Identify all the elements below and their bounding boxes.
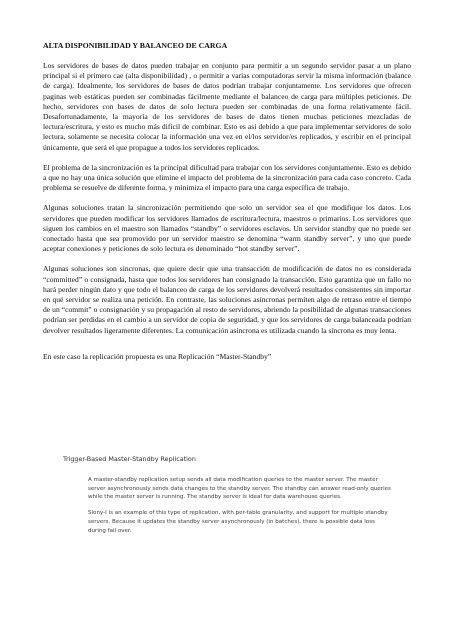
paragraph-master-standby: Algunas soluciones tratan la sincronización permitiendo que solo un servidor sea el que modifique los datos. Los servidores que pueden modificar los servidores llamados de escritura/lectura, maestros o primarios. Los servidores que siguen los cambios en el maestro son llamados “standby” o servidores esclavos. Un servidor standby que no puede ser conectado hasta que sea promovido por un servidor maestro se denomina “warm standby server”, y uno que puede aceptar conexiones y peticiones de solo lectura es denominado “hot standby server”.	[43, 203, 411, 254]
paragraph-high-availability: Los servidores de bases de datos pueden trabajar en conjunto para permitir a un segundo servidor pasar a un plano principal si el primero cae (alta disponibilidad) , o permitir a varias computadoras servir la misma información (balance de carga). Idealmente, los servidores de bases de datos podrían trabajar conjuntamente. Los servidores que ofrecen paginas web estáticas pueden ser combinadas fácilmente mediante el balanceo de carga para múltiples peticiones. De hecho, servidores con bases de datos de solo lectura pueden ser combinadas de una forma relativamente fácil. Desafortunadamente, la mayoría de los servidores de bases de datos tienen muchas peticiones mezcladas de lectura/escritura, y esto es mucho más difícil de combinar. Esto es así debido a que para implementar servidores de solo lectura, solamente se necesita colocar la información una vez en el/los servidor/es replicados, y escribir en el principal únicamente, que será el que propague a todos los servidores replicados.	[43, 61, 411, 152]
document-title: ALTA DISPONIBILIDAD Y BALANCEO DE CARGA	[43, 41, 228, 50]
replication-intro: En este caso la replicación propuesta es una Replicación “Master-Standby”	[43, 351, 272, 361]
figure-paragraph-setup: A master-standby replication setup sends all data modification queries to the master server. The master server asynchronously sends data changes to the standby server. The standby can answer read-only queries while the master server is running. The standby server is ideal for data warehouse queries.	[88, 477, 391, 501]
figure-title: Trigger-Based Master-Standby Replication	[63, 455, 196, 463]
embedded-figure-excerpt	[63, 455, 403, 542]
figure-paragraph-slony: Slony-I is an example of this type of replication, with per-table granularity, and support for multiple standby servers. Because it updates the standby server asynchronously (in batches), there is possible data loss during fail over.	[88, 510, 388, 534]
figure-body	[88, 476, 393, 535]
document-body	[43, 41, 411, 362]
paragraph-synchronization: El problema de la sincronización es la principal dificultad para trabajar con los servidores conjuntamente. Esto es debido a que no hay una única solución que elimine el impacto del problema de la sincronización para cada caso concreto. Cada problema se resuelve de diferente forma, y minimiza el impacto para una carga específica de trabajo.	[43, 162, 411, 193]
paragraph-sync-async: Algunas soluciones son síncronas, que quiere decir que una transacción de modificación de datos no es considerada “committed” o consignada, hasta que todos los servidores han consignado la transacción. Esto garantiza que un fallo no hará perder ningún dato y que todo el balanceo de carga de los servidores devolverá resultados consistentes sin importar en qué servidor se realiza una petición. En contraste, las soluciones asíncronas permiten algo de retraso entre el tiempo de un “commit” o consignación y su propagación al resto de servidores, abriendo la posibilidad de algunas transacciones podrían ser perdidas en el cambio a un servidor de copia de seguridad, y que los servidores de carga balanceada podrían devolver resultados ligeramente diferentes. La comunicación asíncrona es utilizada cuando la síncrona es muy lenta.	[43, 264, 411, 335]
